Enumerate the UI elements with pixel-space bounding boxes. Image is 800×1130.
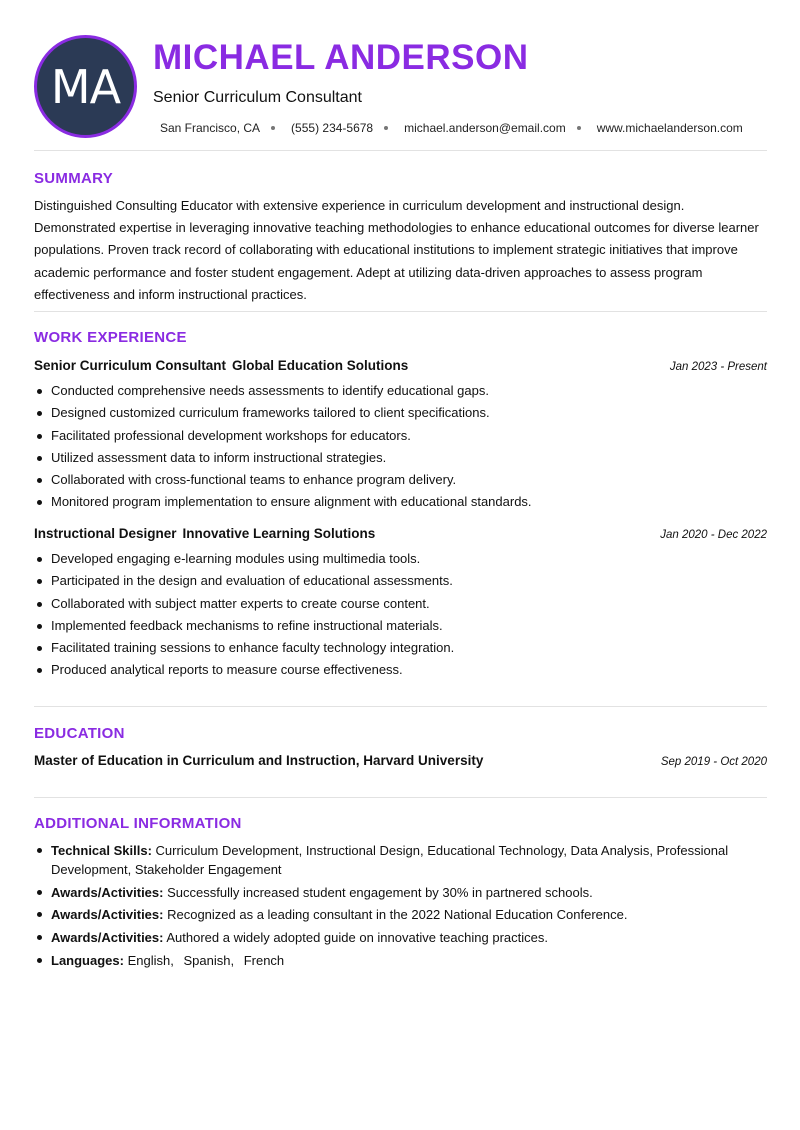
education-dates: Sep 2019 - Oct 2020: [660, 756, 767, 768]
list-item: Developed engaging e-learning modules using multimedia tools.: [34, 548, 767, 570]
job-title-1: [34, 358, 408, 373]
skills-text: Curriculum Development, Instructional Design, Educational Technology, Data Analysis, Professional Development, Stakeholder Engagement: [51, 843, 729, 877]
separator-dot: [271, 126, 275, 130]
section-divider: [34, 150, 767, 151]
job-2-bullets: [34, 548, 767, 682]
summary-heading: SUMMARY: [34, 170, 114, 187]
contact-phone: (555) 234-5678: [291, 121, 374, 135]
skills-item: [34, 841, 767, 879]
list-item: Facilitated training sessions to enhance faculty technology integration.: [34, 637, 767, 659]
separator-dot: [384, 126, 388, 130]
list-item: Designed customized curriculum frameworks tailored to client specifications.: [34, 402, 767, 424]
work-experience-heading: WORK EXPERIENCE: [34, 329, 187, 346]
education-heading: EDUCATION: [34, 725, 125, 742]
languages-item: [34, 951, 767, 970]
job-dates-1: Jan 2023 - Present: [669, 361, 767, 373]
award-item: [34, 928, 767, 947]
section-divider: [34, 311, 767, 312]
job-company: Global Education Solutions: [232, 358, 409, 373]
languages-label: Languages:: [51, 952, 124, 968]
list-item: Monitored program implementation to ensure alignment with educational standards.: [34, 491, 767, 513]
award-text: Successfully increased student engagement by 30% in partnered schools.: [167, 884, 593, 900]
section-divider: [34, 706, 767, 707]
additional-info-heading: ADDITIONAL INFORMATION: [34, 815, 242, 832]
list-item: Implemented feedback mechanisms to refine instructional materials.: [34, 615, 767, 637]
section-divider: [34, 797, 767, 798]
candidate-title: Senior Curriculum Consultant: [153, 89, 362, 106]
language: English,: [127, 952, 174, 968]
award-label: Awards/Activities:: [51, 884, 164, 900]
job-1-bullets: [34, 380, 767, 514]
list-item: Utilized assessment data to inform instructional strategies.: [34, 447, 767, 469]
award-item: [34, 905, 767, 924]
list-item: Produced analytical reports to measure course effectiveness.: [34, 659, 767, 681]
summary-text: Distinguished Consulting Educator with extensive experience in curriculum development and instructional design. Demonstrated expertise in leveraging innovative teaching methodologies to enhance educational outcomes for diverse learner populations. Proven track record of collaborating with educational institutions to implement strategic initiatives that improve academic performance and foster student engagement. Adept at utilizing data-driven approaches to assess program effectiveness and inform instructional practices.: [34, 198, 759, 302]
award-text: Authored a widely adopted guide on innovative teaching practices.: [166, 929, 548, 945]
skills-label: Technical Skills:: [51, 843, 152, 858]
list-item: Facilitated professional development workshops for educators.: [34, 425, 767, 447]
language: French: [243, 952, 285, 968]
contact-website[interactable]: www.michaelanderson.com: [596, 121, 743, 135]
award-label: Awards/Activities:: [51, 907, 164, 922]
job-company: Innovative Learning Solutions: [182, 526, 376, 541]
award-label: Awards/Activities:: [51, 929, 164, 945]
award-text: Recognized as a leading consultant in the 2022 National Education Conference.: [167, 907, 628, 922]
list-item: Collaborated with cross-functional teams to enhance program delivery.: [34, 469, 767, 491]
job-role: Senior Curriculum Consultant: [34, 358, 227, 373]
contact-location: San Francisco, CA: [160, 121, 261, 135]
list-item: Participated in the design and evaluation of educational assessments.: [34, 570, 767, 592]
candidate-name: MICHAEL ANDERSON: [153, 38, 529, 77]
education-degree: Master of Education in Curriculum and Instruction, Harvard University: [34, 753, 484, 768]
award-item: [34, 883, 767, 902]
list-item: Conducted comprehensive needs assessments to identify educational gaps.: [34, 380, 767, 402]
contact-email[interactable]: michael.anderson@email.com: [404, 121, 566, 135]
list-item: Collaborated with subject matter experts to create course content.: [34, 593, 767, 615]
additional-info-list: [34, 841, 767, 973]
job-title-2: [34, 526, 375, 541]
job-dates-2: Jan 2020 - Dec 2022: [660, 529, 767, 541]
language: Spanish,: [183, 952, 235, 968]
separator-dot: [577, 126, 581, 130]
resume-header: [0, 0, 800, 150]
avatar-initials: MA: [50, 59, 121, 114]
job-role: Instructional Designer: [34, 526, 177, 541]
avatar: [34, 35, 137, 138]
contact-line: [160, 121, 743, 135]
